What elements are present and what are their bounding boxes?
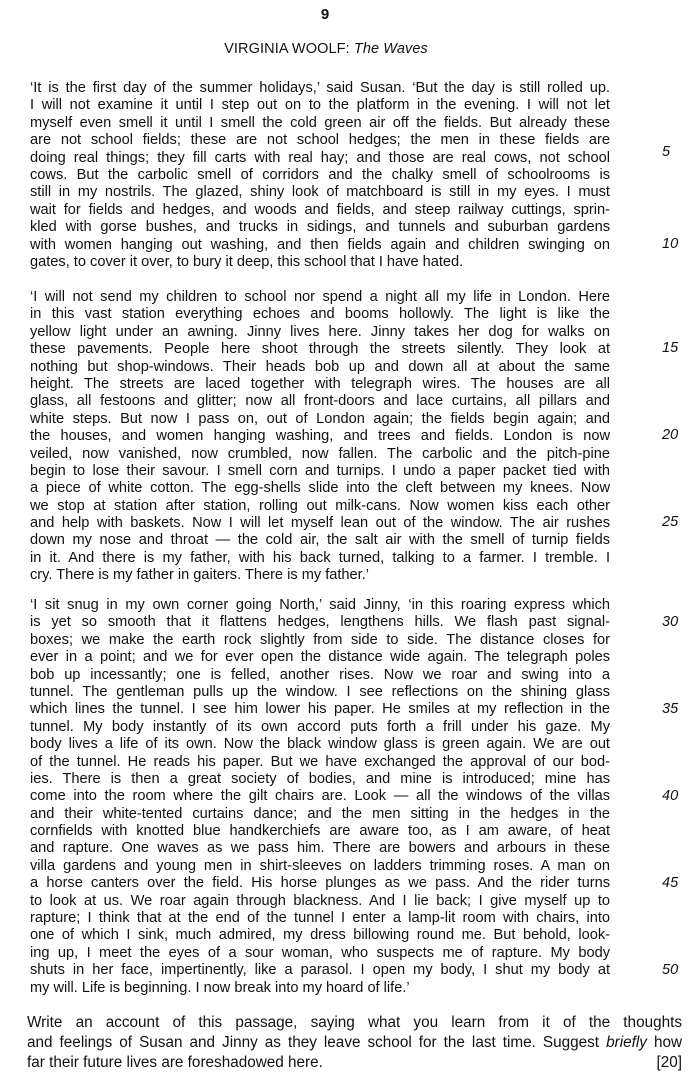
page-title (0, 41, 652, 57)
passage-line: veiled, now vanished, now crumbled, now fallen. The carbolic and the pitch-pine (30, 445, 610, 462)
question-text: far their future lives are foreshadowed here. (27, 1054, 323, 1071)
passage-line: with women hanging out washing, and then fields again and children swinging on (30, 236, 610, 253)
passage-line: villa gardens and young men in shirt-sleeves on ladders trimming roses. A man on (30, 857, 610, 874)
question-line (27, 1033, 682, 1053)
essay-question (27, 1013, 682, 1073)
line-number: 5 (662, 144, 671, 160)
passage-line: one of which I sink, much admired, my dress billowing round me. But behold, look- (30, 927, 610, 944)
passage-line: boxes; we make the earth rock slightly from side to side. The distance closes for (30, 631, 610, 648)
passage-line: these pavements. People here shoot through the streets silently. They look at (30, 341, 610, 358)
passage-line: a horse canters over the field. His horse plunges as we pass. And the rider turns (30, 875, 610, 892)
line-number: 50 (662, 962, 679, 978)
page-number: 9 (320, 6, 330, 23)
passage-line: bob up incessantly; one is felled, another rises. Now we roar and swing into a (30, 666, 610, 683)
passage-line: I will not examine it until I step out on to the platform in the evening. I will not let (30, 97, 610, 114)
line-number: 30 (662, 614, 679, 630)
passage-line: doing real things; they fill carts with real hay; and those are real cows, not school (30, 149, 610, 166)
passage-line: shuts in her face, impertinently, like a parasol. I open my body, I shut my body at (30, 962, 610, 979)
question-text: and feelings of Susan and Jinny as they leave school for the last time. Suggest (27, 1034, 600, 1051)
passage-line: myself even smell it until I smell the cold green air off the fields. But already these (30, 114, 610, 131)
passage-line: a piece of white cotton. The egg-shells slide into the cleft between my knees. Now (30, 480, 610, 497)
paragraph-jinny (30, 597, 610, 997)
line-number: 15 (662, 340, 679, 356)
passage-line: ‘It is the first day of the summer holidays,’ said Susan. ‘But the day is still rolled up. (30, 80, 610, 96)
passage-line: wait for fields and hedges, and woods and fields, and steep railway cuttings, sprin- (30, 201, 610, 218)
passage-line: my will. Life is beginning. I now break into my hoard of life.’ (30, 979, 410, 996)
passage-line: the houses, and women hanging washing, and trees and fields. London is now (30, 428, 610, 445)
passage-line: ies. There is then a great society of bodies, and mine is introduced; mine has (30, 770, 610, 787)
passage-line: we stop at station after station, rolling out milk-cans. Now women kiss each other (30, 497, 610, 514)
passage-line: nothing but shop-windows. Their heads bob up and down all at about the same (30, 358, 610, 375)
paragraph-susan-1 (30, 80, 610, 271)
passage-line: ing up, I meet the eyes of a sour woman, who suspects me of rapture. My body (30, 944, 610, 961)
passage-line: body lives a life of its own. Now the black window glass is green again. We are out (30, 736, 610, 753)
passage-line: are not school fields; these are not school hedges; the men in these fields are (30, 132, 610, 149)
passage-line: rapture; I think that at the end of the tunnel I enter a lamp-lit room with chairs, into (30, 910, 610, 927)
passage-line: cry. There is my father in gaiters. There is my father.’ (30, 567, 370, 584)
passage-line: cows. But the carbolic smell of corridors and the chalky smell of schoolrooms is (30, 166, 610, 183)
passage-line: come into the room where the gilt chairs are. Look — all the windows of the villas (30, 788, 610, 805)
passage-line: is yet so smooth that it flattens hedges, lengthens hills. We flash past signal- (30, 614, 610, 631)
passage-line: and help with baskets. Now I will let myself lean out of the window. The air rushes (30, 515, 610, 532)
passage-line: tunnel. The gentleman pulls up the window. I see reflections on the shining glass (30, 683, 610, 700)
line-number: 10 (662, 236, 679, 252)
question-emphasis: briefly (606, 1034, 647, 1051)
passage-line: kled with gorse bushes, and trucks in sidings, and tunnels and suburban gardens (30, 219, 610, 236)
line-number: 25 (662, 514, 679, 530)
line-number: 40 (662, 788, 679, 804)
passage-line: ever in a point; and we for ever open the distance wide again. The telegraph poles (30, 649, 610, 666)
question-text: how (653, 1034, 682, 1051)
passage-line: yellow light under an awning. Jinny lives here. Jinny takes her dog for walks on (30, 323, 610, 340)
line-number: 35 (662, 701, 679, 717)
passage-line: down my nose and throat — the cold air, the salt air with the smell of turnip fields (30, 532, 610, 549)
question-line: Write an account of this passage, saying what you learn from it of the thoughts (27, 1014, 682, 1031)
passage-line: gates, to cover it over, to bury it deep, this school that I have hated. (30, 253, 464, 270)
passage-line: height. The streets are laced together with telegraph wires. The houses are all (30, 375, 610, 392)
passage-line: white steps. But now I pass on, out of London again; the fields begin again; and (30, 410, 610, 427)
question-line (27, 1053, 682, 1073)
passage-line: tunnel. My body instantly of its own accord puts forth a frill under his gaze. My (30, 718, 610, 735)
paragraph-susan-2 (30, 289, 610, 585)
marks-allocation: [20] (656, 1054, 682, 1071)
line-number: 20 (662, 427, 679, 443)
passage-line: of the tunnel. He reads his paper. But we have exchanged the approval of our bod- (30, 753, 610, 770)
passage-line: to look at us. We roar again through blackness. And I lie back; I give myself up to (30, 892, 610, 909)
passage-line: and rapture. One waves as we pass him. There are bowers and arbours in these (30, 840, 610, 857)
passage-line: in it. And there is my father, with his back turned, talking to a farmer. I tremble. I (30, 549, 610, 566)
passage-line: and their white-tented curtains dance; and the men sitting in the hedges in the (30, 805, 610, 822)
passage-line: ‘I sit snug in my own corner going North,’ said Jinny, ‘in this roaring express which (30, 597, 610, 613)
passage-line: begin to lose their savour. I smell corn and turnips. I undo a paper packet tied with (30, 462, 610, 479)
passage-line: cornfields with knotted blue handkerchiefs are aware too, as I am aware, of heat (30, 823, 610, 840)
passage-line: which lines the tunnel. I see him lower his paper. He smiles at my reflection in the (30, 701, 610, 718)
passage-line: still in my nostrils. The glazed, shiny look of matchboard is still in my eyes. I must (30, 184, 610, 201)
passage-line: ‘I will not send my children to school nor spend a night all my life in London. Here (30, 289, 610, 305)
line-number: 45 (662, 875, 679, 891)
work-title: The Waves (353, 41, 428, 57)
passage-line: glass, all festoons and glitter; now all front-doors and lace curtains, all pillars and (30, 393, 610, 410)
passage-line: in this vast station everything echoes and booms hollowly. The light is like the (30, 306, 610, 323)
author-name: VIRGINIA WOOLF: (224, 41, 350, 57)
